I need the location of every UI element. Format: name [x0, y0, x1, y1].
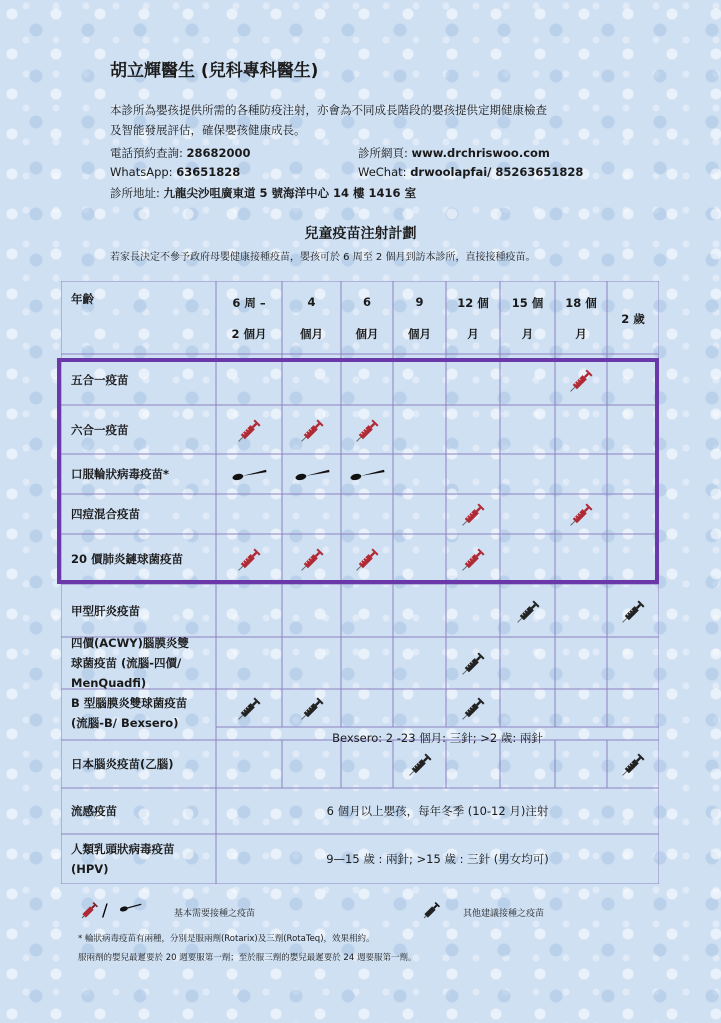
- whatsapp-number[interactable]: 63651828: [176, 165, 241, 179]
- bexsero-dose-note: Bexsero: 2 -23 個月: 三針; >2 歲: 兩針: [332, 731, 543, 745]
- phone-info: [110, 145, 251, 161]
- wechat-id[interactable]: drwoolapfai/ 85263651828: [410, 165, 584, 179]
- vaccine-name-line: 甲型肝炎疫苗: [71, 603, 140, 618]
- doctor-name: 胡立輝醫生 (兒科專科醫生): [110, 61, 319, 81]
- column-header: 2 歲: [621, 312, 645, 326]
- recommended-vaccine-syringe-icon: [515, 598, 541, 628]
- svg-text:/: /: [102, 901, 108, 920]
- whatsapp-info: [110, 165, 240, 179]
- column-header-line2: 個月: [355, 327, 379, 341]
- schedule-title: 兒童疫苗注射計劃: [304, 226, 417, 242]
- vaccine-name-line: 五合一疫苗: [71, 372, 129, 387]
- vaccine-name: [71, 601, 140, 621]
- column-header-line1: 15 個: [511, 296, 544, 310]
- vaccine-name: [71, 693, 187, 733]
- phone-label: 電話預約查詢:: [110, 146, 183, 160]
- footnote-1: * 輪狀病毒疫苗有兩種，分別是服兩劑(Rotarix)及三劑(RotaTeq)，效果相約。: [78, 934, 375, 944]
- column-header-line2: 個月: [300, 327, 323, 341]
- vaccine-name-line: 日本腦炎疫苗(乙腦): [71, 757, 174, 771]
- vaccine-name: [71, 801, 117, 821]
- vaccine-name: [71, 754, 174, 774]
- wechat-label: WeChat:: [358, 165, 407, 179]
- vaccine-name: [71, 633, 189, 693]
- vaccine-name-line: B 型腦膜炎雙球菌疫苗: [71, 696, 188, 710]
- merged-schedule-note: 9—15 歲 : 兩針; >15 歲 : 三針 (男女均可): [326, 852, 549, 866]
- column-header-line2: 月: [521, 327, 534, 341]
- wechat-info: [358, 165, 583, 179]
- legend-other-icon: [420, 898, 444, 924]
- column-header-line1: 6: [362, 295, 371, 309]
- column-header-line1: 9: [415, 295, 424, 309]
- whatsapp-label: WhatsApp:: [110, 165, 173, 179]
- vaccine-name-line: 球菌疫苗 (流腦-四價/: [71, 656, 182, 670]
- vaccine-name-line: (流腦-B/ Bexsero): [71, 716, 179, 730]
- highlight-box: [57, 358, 659, 584]
- vaccine-name: [71, 839, 175, 879]
- phone-number[interactable]: 28682000: [186, 146, 251, 160]
- vaccine-name-line: 口服輪狀病毒疫苗*: [71, 467, 170, 481]
- address-label: 診所地址:: [110, 186, 160, 200]
- vaccine-name-line: 四價(ACWY)腦膜炎雙: [71, 636, 189, 650]
- website-link[interactable]: www.drchriswoo.com: [411, 146, 550, 160]
- column-header-line1: 4: [307, 295, 316, 309]
- column-header-line1: 12 個: [457, 296, 489, 310]
- vaccine-name-line: 流感疫苗: [71, 804, 117, 818]
- vaccine-name-line: 20 價肺炎鏈球菌疫苗: [71, 552, 184, 566]
- recommended-vaccine-syringe-icon: [460, 650, 486, 680]
- recommended-vaccine-syringe-icon: [407, 751, 433, 781]
- address-text: 九龍尖沙咀廣東道 5 號海洋中心 14 樓 1416 室: [163, 186, 417, 200]
- vaccine-name-line: 四痘混合疫苗: [71, 507, 140, 521]
- clinic-intro: [110, 100, 650, 140]
- column-header-line2: 2 個月: [231, 327, 267, 341]
- legend-other-label: 其他建議接種之疫苗: [463, 909, 545, 919]
- column-header-line1: 6 周 –: [232, 296, 266, 310]
- recommended-vaccine-syringe-icon: [620, 751, 646, 781]
- recommended-vaccine-syringe-icon: [620, 598, 646, 628]
- recommended-vaccine-syringe-icon: [299, 695, 325, 725]
- website-info: [358, 145, 550, 161]
- legend-basic: [78, 898, 188, 924]
- age-header: 年齡: [71, 292, 94, 306]
- vaccine-name-line: MenQuadfi): [71, 676, 147, 690]
- column-header-line1: 18 個: [565, 296, 597, 310]
- column-header-line2: 月: [467, 327, 479, 341]
- vaccine-name-line: (HPV): [71, 862, 109, 876]
- legend-basic-icons: [78, 898, 188, 920]
- column-header-line2: 個月: [408, 327, 431, 341]
- intro-line-1: 本診所為嬰孩提供所需的各種防疫注射，亦會為不同成長階段的嬰孩提供定期健康檢查: [110, 103, 547, 117]
- vaccine-name-line: 六合一疫苗: [71, 422, 129, 437]
- intro-line-2: 及智能發展評估，確保嬰孩健康成長。: [110, 123, 306, 137]
- footnote-2: 服兩劑的嬰兒最遲要於 20 週要服第一劑；至於服三劑的嬰兒最遲要於 24 週要服第一劑。: [78, 953, 417, 963]
- schedule-note: 若家長決定不參予政府母嬰健康接種疫苗，嬰孩可於 6 周至 2 個月到訪本診所，直接接種疫苗。: [110, 252, 536, 263]
- address-info: [110, 185, 416, 201]
- website-label: 診所網頁:: [358, 146, 408, 160]
- vaccine-name-line: 人類乳頭狀病毒疫苗: [71, 842, 175, 856]
- recommended-vaccine-syringe-icon: [236, 695, 262, 725]
- merged-schedule-note: 6 個月以上嬰孩，每年冬季 (10-12 月)注射: [326, 804, 549, 818]
- legend-basic-label: 基本需要接種之疫苗: [174, 909, 256, 919]
- recommended-vaccine-syringe-icon: [460, 695, 486, 725]
- column-header-line2: 月: [575, 327, 587, 341]
